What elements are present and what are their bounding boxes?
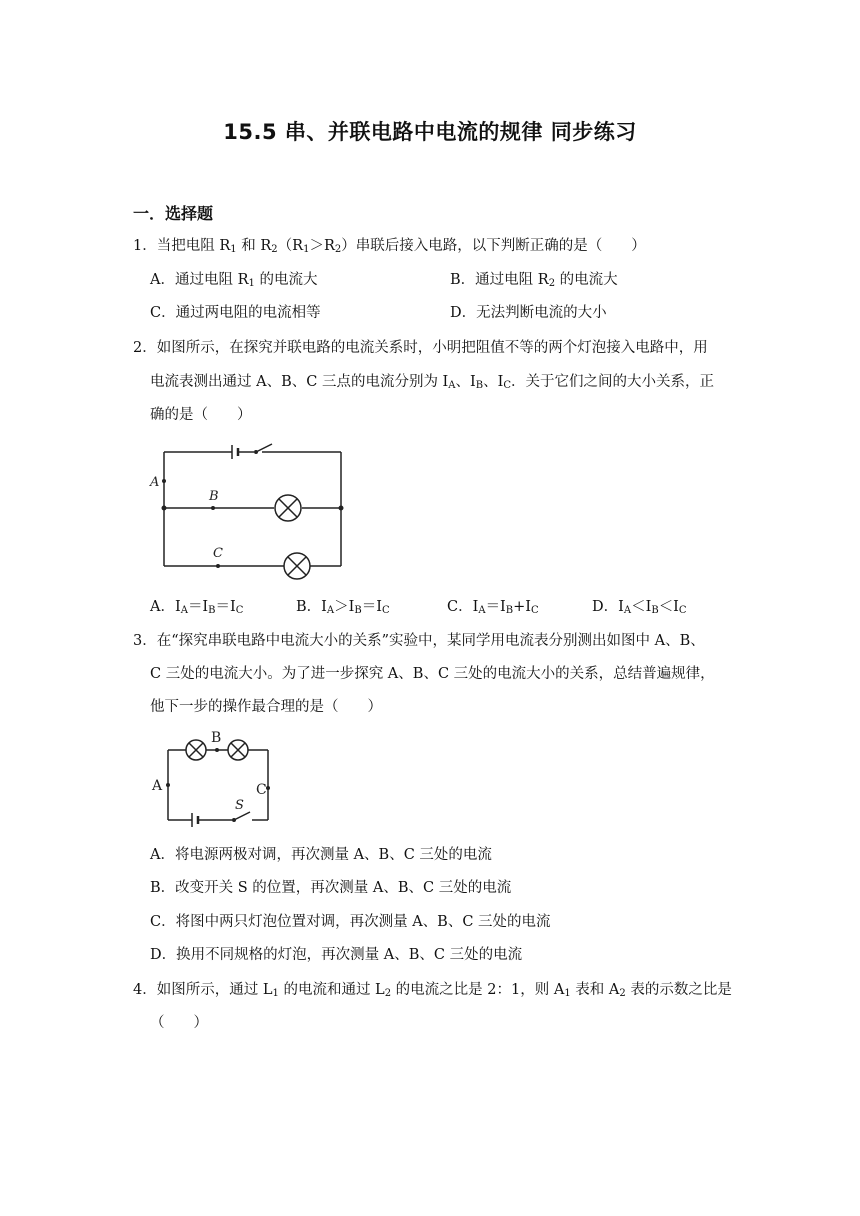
lamp-1-icon xyxy=(186,740,206,760)
label-b: B xyxy=(209,489,219,504)
question-2-stem-line2: 电流表测出通过 A、B、C 三点的电流分别为 $I_A$、$I_B$、$I_C$．关于它们之间的大小关系，正 xyxy=(150,374,714,391)
lamp-2-icon xyxy=(284,553,310,579)
question-3-stem-line2: C 三处的电流大小。为了进一步探究 A、B、C 三处的电流大小的关系，总结普遍规律， xyxy=(150,666,715,682)
question-1-stem: 1．当把电阻 $R_1$ 和 $R_2(R_1>R_2)$串联后接入电路，以下判断正确的是（ ） xyxy=(133,238,646,255)
label-c: C xyxy=(213,546,223,561)
q1-option-d: D．无法判断电流的大小 xyxy=(450,305,607,321)
label-c: C xyxy=(256,782,267,798)
label-a: A xyxy=(152,778,163,794)
q2-parallel-circuit-diagram xyxy=(148,436,358,582)
point-b-dot xyxy=(215,748,219,752)
question-4-stem-line2: （ ） xyxy=(150,1015,208,1031)
q1-option-b: B．通过电阻 $R_2$ 的电流大 xyxy=(450,272,618,289)
section-heading: 一．选择题 xyxy=(133,204,214,223)
switch-lever xyxy=(256,444,272,452)
point-a-dot xyxy=(166,783,170,787)
question-4-stem-line1: 4．如图所示，通过 $L_1$ 的电流和通过 $L_2$ 的电流之比是 2：1，则 $A_1$ 表和 $A_2$ 表的示数之比是 xyxy=(133,982,732,999)
question-3-stem-line3: 他下一步的操作最合理的是（ ） xyxy=(150,699,382,715)
q1-option-c: C．通过两电阻的电流相等 xyxy=(150,305,321,321)
point-a-dot xyxy=(162,479,166,483)
label-s: S xyxy=(235,798,244,813)
q3-option-c: C．将图中两只灯泡位置对调，再次测量 A、B、C 三处的电流 xyxy=(150,914,551,930)
q1-option-a: A．通过电阻 $R_1$ 的电流大 xyxy=(150,272,318,289)
q3-option-d: D．换用不同规格的灯泡，再次测量 A、B、C 三处的电流 xyxy=(150,947,523,963)
point-c-dot xyxy=(216,564,220,568)
label-a: A xyxy=(150,475,160,490)
q2-option-d: D．$I_A<I_B<I_C$ xyxy=(592,599,687,616)
lamp-2-icon xyxy=(228,740,248,760)
label-b: B xyxy=(211,730,222,746)
q2-option-c: C．$I_A=I_B+I_C$ xyxy=(447,599,539,616)
q2-option-a: A．$I_A=I_B=I_C$ xyxy=(150,599,244,616)
q3-series-circuit-diagram xyxy=(148,728,278,830)
lamp-1-icon xyxy=(275,495,301,521)
q3-option-a: A．将电源两极对调，再次测量 A、B、C 三处的电流 xyxy=(150,847,492,863)
question-2-stem-line1: 2．如图所示，在探究并联电路的电流关系时，小明把阻值不等的两个灯泡接入电路中，用 xyxy=(133,340,708,356)
point-b-dot xyxy=(211,506,215,510)
q2-option-b: B．$I_A>I_B=I_C$ xyxy=(296,599,390,616)
q3-option-b: B．改变开关 S 的位置，再次测量 A、B、C 三处的电流 xyxy=(150,880,512,896)
question-3-stem-line1: 3．在“探究串联电路中电流大小的关系”实验中，某同学用电流表分别测出如图中 A、B、 xyxy=(133,633,705,649)
switch-lever xyxy=(234,812,250,820)
question-2-stem-line3: 确的是（ ） xyxy=(150,407,252,423)
page-title: 15.5 串、并联电路中电流的规律 同步练习 xyxy=(223,120,637,144)
